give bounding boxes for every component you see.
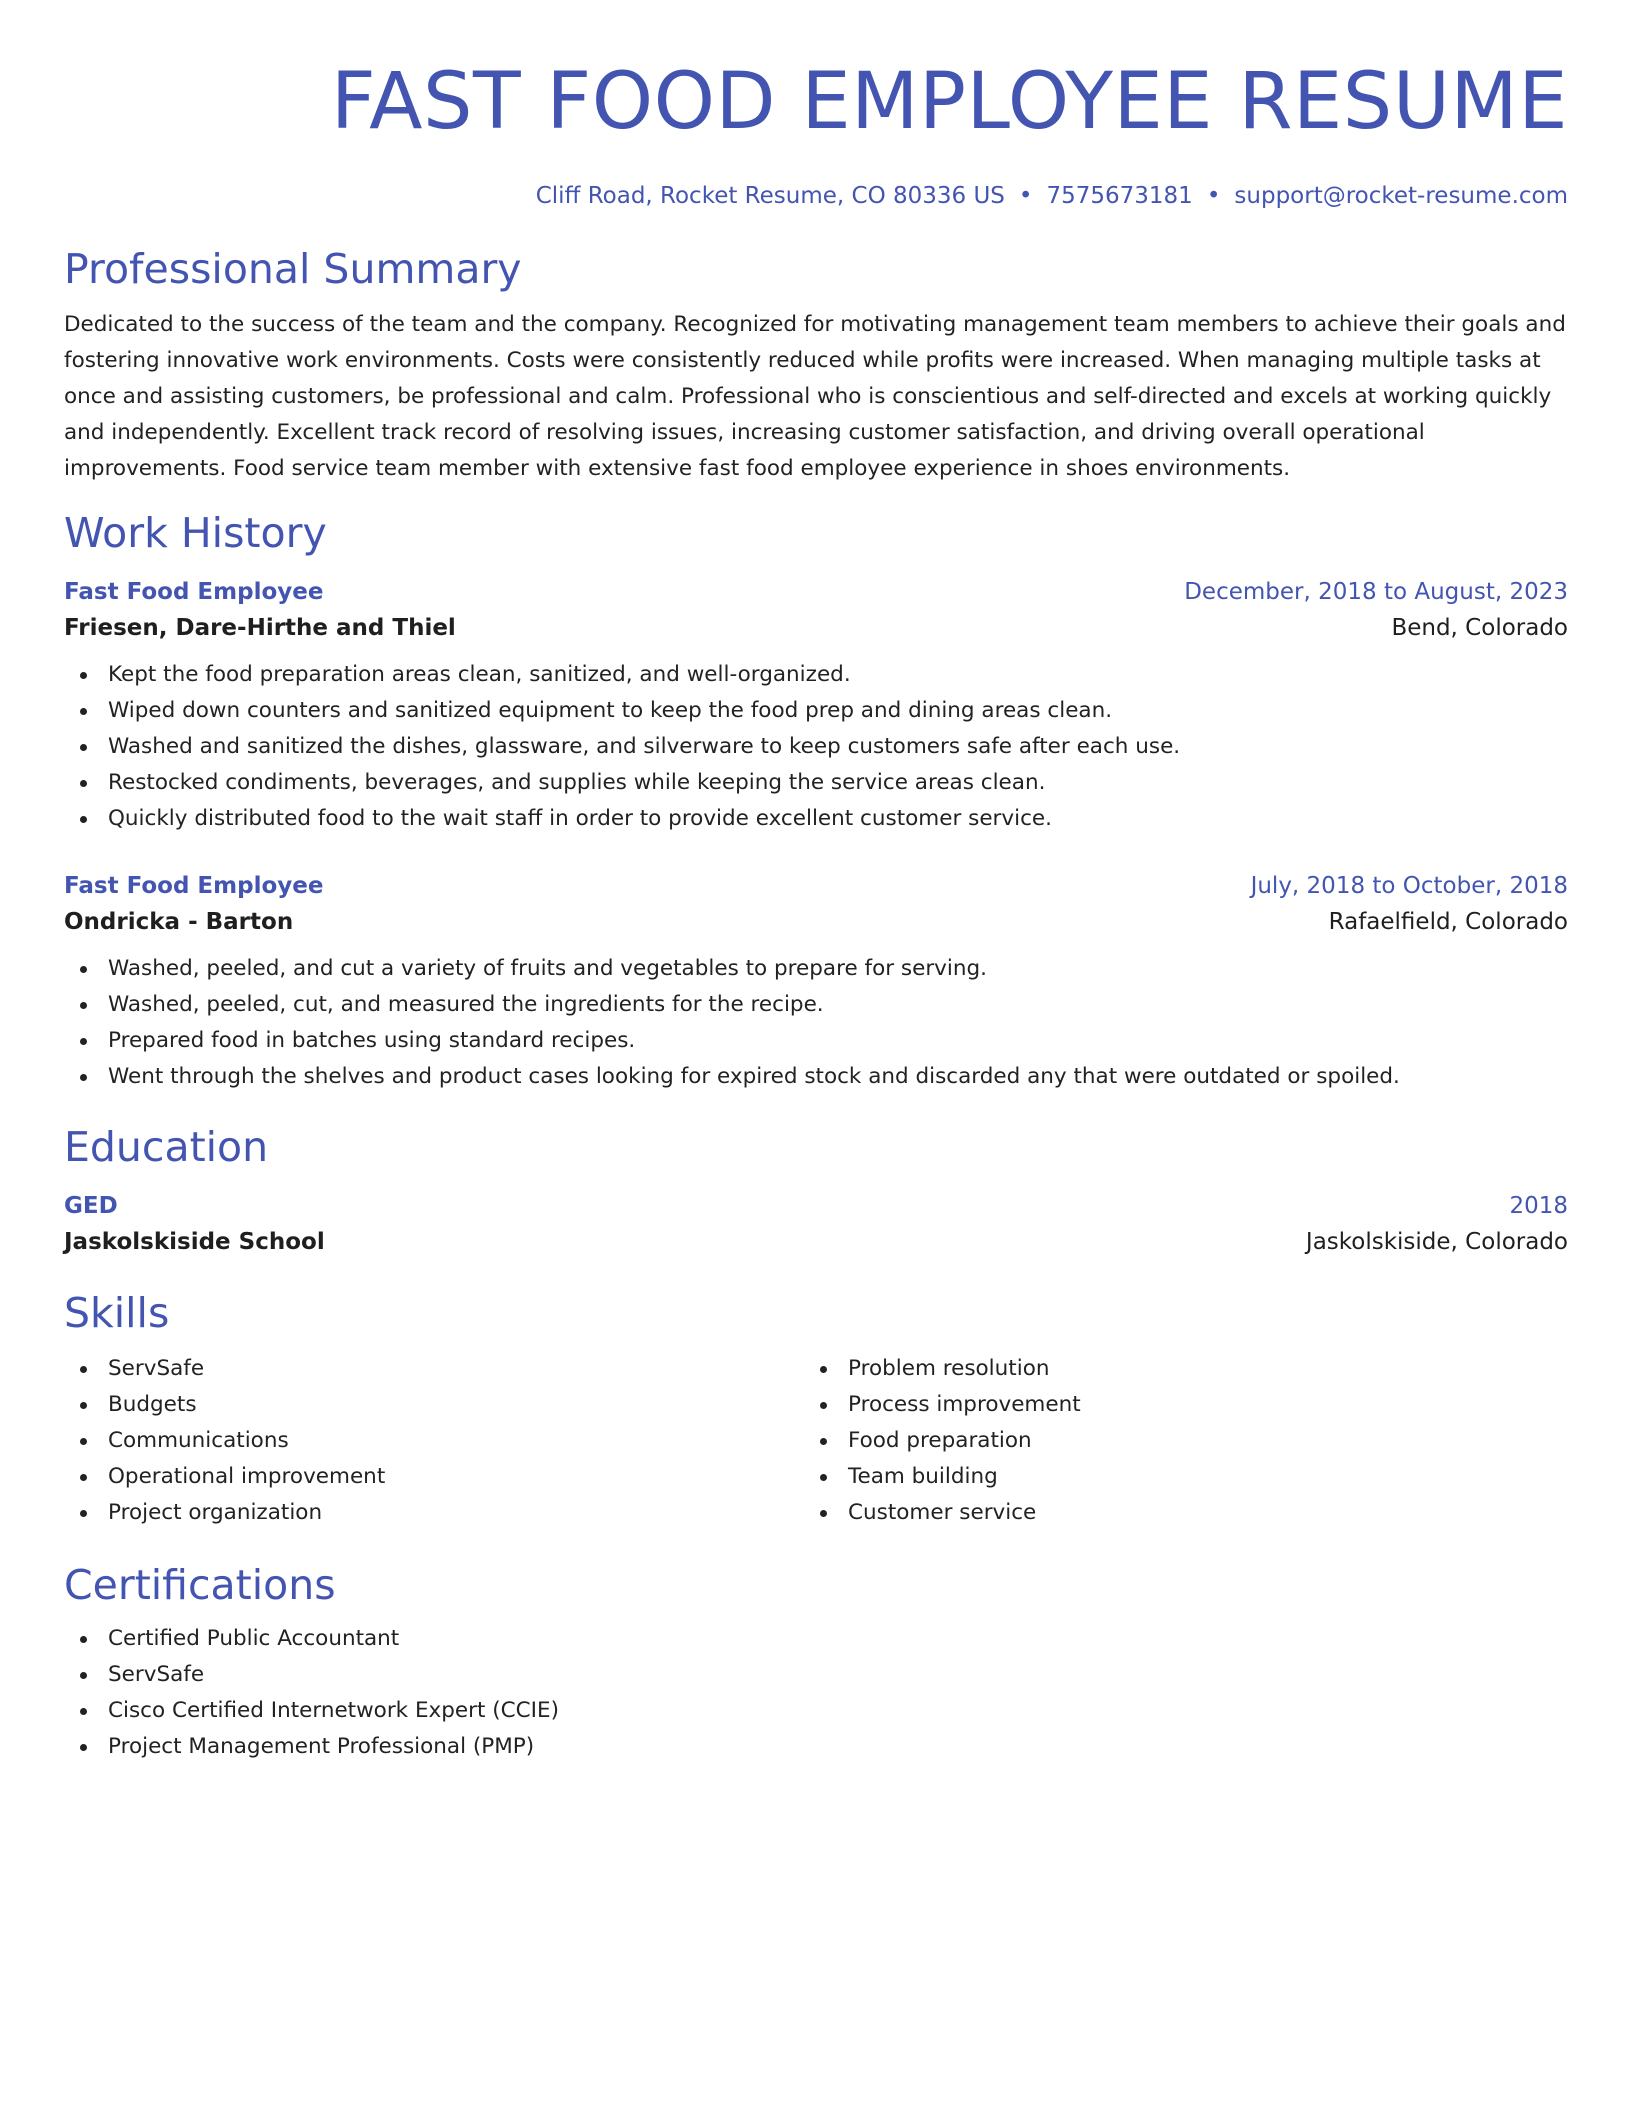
skills-heading: Skills: [64, 1289, 170, 1337]
job-duty: Quickly distributed food to the wait staff in order to provide excellent customer service.: [64, 801, 1568, 837]
skill-item: Communications: [64, 1423, 804, 1459]
job-location: Bend, Colorado: [1391, 615, 1568, 641]
job-title: Fast Food Employee: [64, 873, 324, 899]
resume-header: [64, 52, 1568, 212]
certifications-list: [64, 1621, 1568, 1765]
summary-text: Dedicated to the success of the team and the company. Recognized for motivating management team members to achieve their goals and fostering innovative work environments. Costs were consistently reduced while profits were increased. When managing multiple tasks at once and assisting customers, be professional and calm. Professional who is conscientious and self-directed and excels at working quickly and independently. Excellent track record of resolving issues, increasing customer satisfaction, and driving overall operational improvements. Food service team member with extensive fast food employee experience in shoes environments.: [64, 312, 1566, 481]
education-school: Jaskolskiside School: [64, 1229, 325, 1255]
job-duty: Washed and sanitized the dishes, glassware, and silverware to keep customers safe after each use.: [64, 729, 1568, 765]
skill-item: ServSafe: [64, 1351, 804, 1387]
job-duty: Wiped down counters and sanitized equipment to keep the food prep and dining areas clean.: [64, 693, 1568, 729]
summary-heading: Professional Summary: [64, 245, 522, 293]
education-heading: Education: [64, 1123, 269, 1171]
job-location: Rafaelfield, Colorado: [1328, 909, 1568, 935]
education-degree: GED: [64, 1193, 118, 1219]
job-duties-list: [64, 951, 1568, 1095]
education-location: Jaskolskiside, Colorado: [1305, 1229, 1568, 1255]
skill-item: Process improvement: [804, 1387, 1568, 1423]
skill-item: Problem resolution: [804, 1351, 1568, 1387]
contact-separator: •: [1018, 183, 1033, 209]
job-duty: Prepared food in batches using standard recipes.: [64, 1023, 1568, 1059]
skill-item: Project organization: [64, 1495, 804, 1531]
contact-email: support@rocket-resume.com: [1234, 183, 1568, 209]
skill-item: Customer service: [804, 1495, 1568, 1531]
certification-item: Certified Public Accountant: [64, 1621, 1568, 1657]
contact-address: Cliff Road, Rocket Resume, CO 80336 US: [535, 183, 1005, 209]
work-history-heading: Work History: [64, 509, 327, 557]
skills-columns: [64, 1351, 1568, 1531]
job-entry: [64, 869, 1568, 1095]
job-duty: Washed, peeled, and cut a variety of fruits and vegetables to prepare for serving.: [64, 951, 1568, 987]
certification-item: ServSafe: [64, 1657, 1568, 1693]
certifications-heading: Certifications: [64, 1561, 336, 1609]
job-company: Ondricka - Barton: [64, 909, 294, 935]
job-entry: [64, 575, 1568, 837]
skills-list-left: [64, 1351, 804, 1531]
education-entry: [64, 1189, 1568, 1261]
job-duty: Washed, peeled, cut, and measured the ingredients for the recipe.: [64, 987, 1568, 1023]
job-title: Fast Food Employee: [64, 579, 324, 605]
contact-separator: •: [1206, 183, 1221, 209]
skill-item: Operational improvement: [64, 1459, 804, 1495]
job-duty: Went through the shelves and product cases looking for expired stock and discarded any that were outdated or spoiled.: [64, 1059, 1568, 1095]
contact-line: [64, 180, 1568, 212]
contact-phone: 7575673181: [1046, 183, 1193, 209]
certification-item: Project Management Professional (PMP): [64, 1729, 1568, 1765]
job-company: Friesen, Dare-Hirthe and Thiel: [64, 615, 456, 641]
job-dates: December, 2018 to August, 2023: [1184, 579, 1568, 605]
skill-item: Team building: [804, 1459, 1568, 1495]
education-year: 2018: [1509, 1193, 1568, 1219]
job-dates: July, 2018 to October, 2018: [1250, 873, 1568, 899]
skill-item: Food preparation: [804, 1423, 1568, 1459]
job-duties-list: [64, 657, 1568, 837]
job-duty: Restocked condiments, beverages, and supplies while keeping the service areas clean.: [64, 765, 1568, 801]
skill-item: Budgets: [64, 1387, 804, 1423]
resume-title: FAST FOOD EMPLOYEE RESUME: [330, 57, 1568, 147]
skills-list-right: [804, 1351, 1568, 1531]
job-duty: Kept the food preparation areas clean, sanitized, and well-organized.: [64, 657, 1568, 693]
certification-item: Cisco Certified Internetwork Expert (CCIE): [64, 1693, 1568, 1729]
